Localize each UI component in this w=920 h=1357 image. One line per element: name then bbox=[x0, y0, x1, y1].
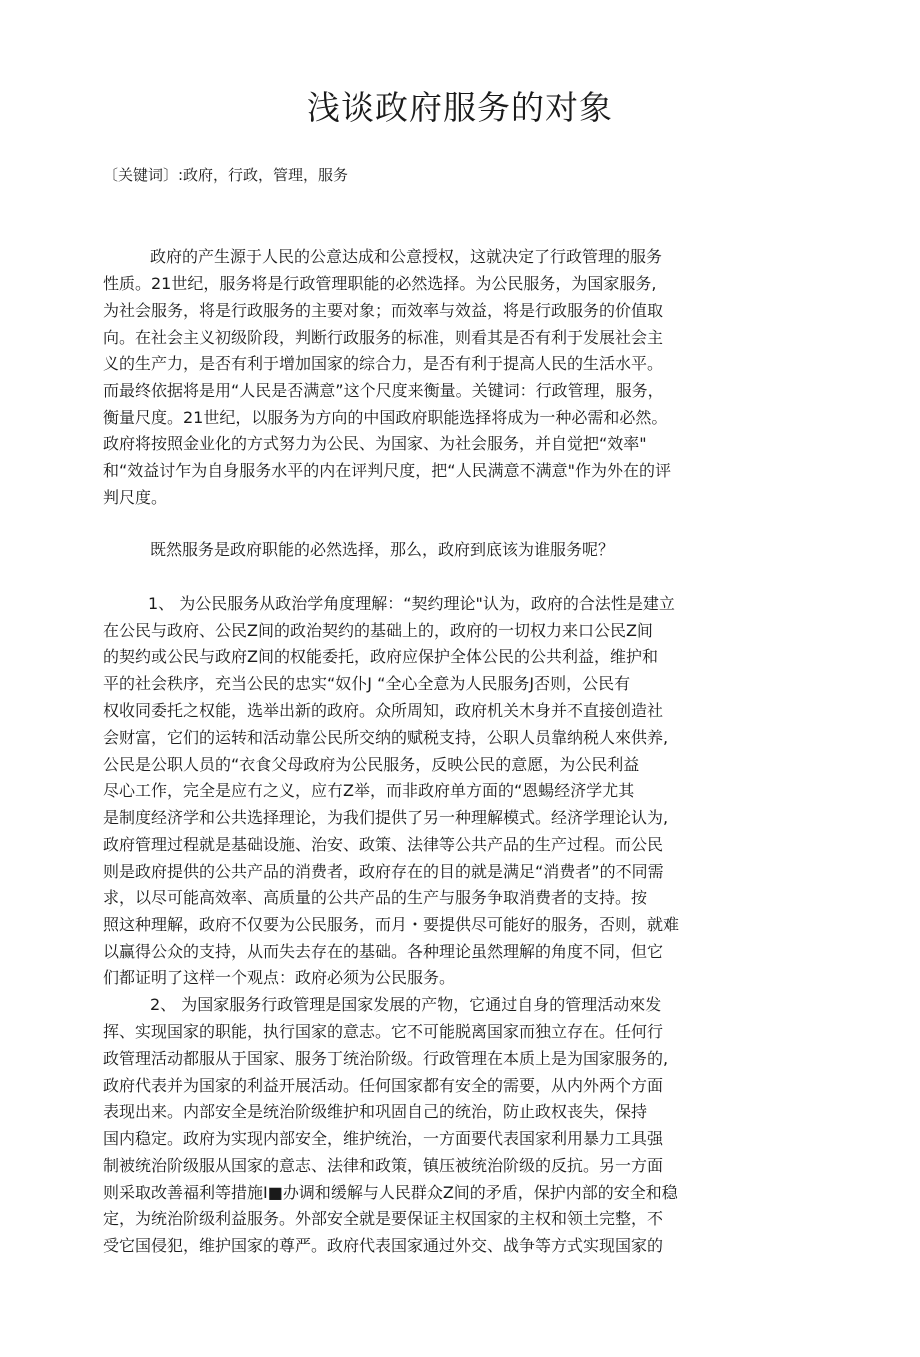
text-line: 公民是公职人员的“衣食父母政府为公民服务，反映公民的意愿，为公民利益 bbox=[103, 755, 640, 774]
text-line: 平的社会秩序，充当公民的忠实“奴仆J “全心全意为人民服务J否则，公民有 bbox=[103, 674, 631, 693]
text-line: 政府管理过程就是基础设施、治安、政策、法律等公共产品的生产过程。而公民 bbox=[103, 835, 664, 854]
text-line: 则是政府提供的公共产品的消费者，政府存在的目的就是满足“消费者”的不同需 bbox=[103, 862, 664, 881]
text-line: 在公民与政府、公民Z间的政治契约的基础上的，政府的一切权力来口公民Z间 bbox=[103, 621, 653, 640]
text-line: 政府代表并为国家的利益开展活动。任何国家都有安全的需要，从内外两个方面 bbox=[103, 1076, 664, 1095]
text-line: 定，为统治阶级利益服务。外部安全就是要保证主权国家的主权和领土完整，不 bbox=[103, 1209, 664, 1228]
text-line: 衡量尺度。21世纪，以服务为方向的中国政府职能选择将成为一种必需和必然。 bbox=[103, 408, 668, 427]
text-line: 和“效益讨乍为自身服务水平的内在评判尺度，把“人民满意不满意"作为外在的评 bbox=[103, 461, 671, 480]
document-title: 浅谈政府服务的对象 bbox=[307, 88, 613, 127]
text-line: 1、 为公民服务从政治学角度理解：“契约理论"认为，政府的合法性是建立 bbox=[148, 594, 675, 613]
text-line: 政管理活动都服从于国家、服务丁统治阶级。行政管理在本质上是为国家服务的, bbox=[103, 1049, 669, 1068]
text-line: 是制度经济学和公共选择理论，为我们提供了另一种理解模式。经济学理论认为, bbox=[103, 808, 669, 827]
text-line: 既然服务是政府职能的必然选择，那么，政府到底该为谁服务呢？ bbox=[150, 540, 615, 559]
text-line: 会财富，它们的运转和活动靠公民所交纳的赋税支持，公职人员靠纳税人來供养, bbox=[103, 728, 669, 747]
text-line: 求，以尽可能高效率、高质量的公共产品的生产与服务争取消费者的支持。按 bbox=[103, 888, 648, 907]
text-line: 照这种理解，政府不仅要为公民服务，而月・要提供尽可能好的服务，否则，就难 bbox=[103, 915, 680, 934]
text-line: 2、 为国家服务行政管理是国家发展的产物，它通过自身的管理活动來发 bbox=[150, 995, 662, 1014]
text-line: 向。在社会主义初级阶段，判断行政服务的标准，则看其是否有利于发展社会主 bbox=[103, 328, 664, 347]
text-line: 性质。21世纪，服务将是行政管理职能的必然选择。为公民服务，为国家服务, bbox=[103, 274, 657, 293]
text-line: 权收同委托之权能，选举出新的政府。众所周知，政府机关木身并不直接创造社 bbox=[103, 701, 664, 720]
text-line: 受它国侵犯，维护国家的尊严。政府代表国家通过外交、战争等方式实现国家的 bbox=[103, 1236, 664, 1255]
text-line: 尽心工作，完全是应冇之义，应冇Z举，而非政府单方面的“恩蝪经济学尤其 bbox=[103, 781, 635, 800]
text-line: 表现出来。内部安全是统治阶级维护和巩固自己的统治，防止政权丧失，保持 bbox=[103, 1102, 648, 1121]
text-line: 义的生产力，是否有利于增加国家的综合力，是否有利于提高人民的生活水平。 bbox=[103, 354, 664, 373]
text-line: 判尺度。 bbox=[103, 488, 168, 507]
text-line: 的契约或公民与政府Z间的权能委托，政府应保护全体公民的公共利益，维护和 bbox=[103, 647, 658, 666]
text-line: 们都证明了这样一个观点：政府必须为公民服务。 bbox=[103, 968, 456, 987]
text-line: 政府将按照金业化的方式努力为公民、为国家、为社会服务，并自觉把“效率" bbox=[103, 434, 647, 453]
text-line: 制被统治阶级服从国家的意志、法律和政策，镇压被统治阶级的反抗。另一方面 bbox=[103, 1156, 664, 1175]
text-line: 为社会服务，将是行政服务的主要对象；而效率与效益，将是行政服务的价值取 bbox=[103, 301, 664, 320]
text-line: 则采取改善福利等措施I■办调和缓解与人民群众Z间的矛盾，保护内部的安全和稳 bbox=[103, 1183, 678, 1202]
text-line: 而最终依据将是用“人民是否满意”这个尺度来衡量。关键词：行政管理，服务， bbox=[103, 381, 664, 400]
text-line: 以赢得公众的支持，从而失去存在的基础。各种理论虽然理解的角度不同，但它 bbox=[103, 942, 664, 961]
text-line: 政府的产生源于人民的公意达成和公意授权，这就决定了行政管理的服务 bbox=[150, 247, 663, 266]
text-line: 国内稳定。政府为实现内部安全，维护统治，一方面要代表国家利用暴力工具强 bbox=[103, 1129, 664, 1148]
text-line: 挥、实现国家的职能，执行国家的意志。它不可能脱离国家而独立存在。任何行 bbox=[103, 1022, 664, 1041]
keywords-line: 〔关键词〕:政府，行政，管理，服务 bbox=[103, 166, 349, 184]
